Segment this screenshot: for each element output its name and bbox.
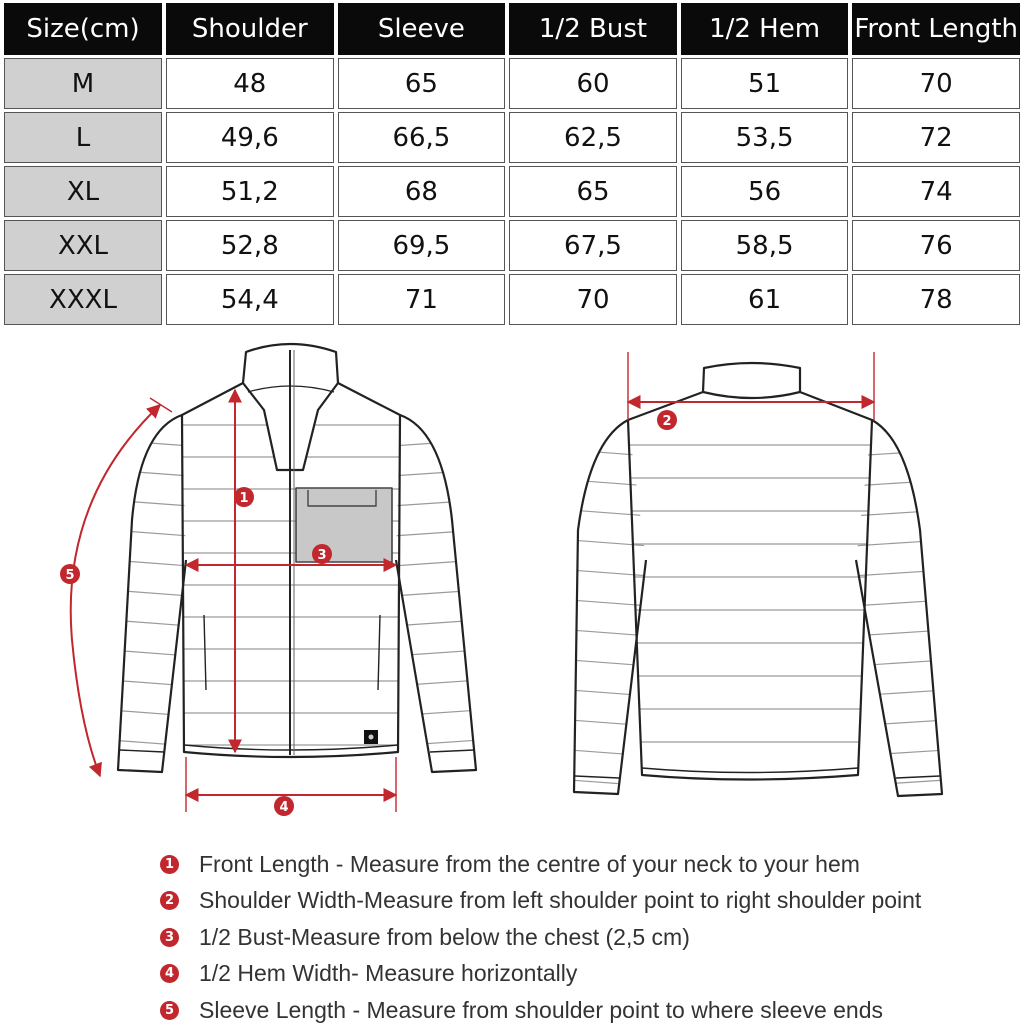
legend-number: 1 [160, 855, 179, 874]
table-cell: 76 [852, 220, 1020, 271]
table-cell: 62,5 [509, 112, 677, 163]
table-cell: 66,5 [338, 112, 506, 163]
quilt-line [392, 560, 480, 566]
front-jacket [110, 344, 480, 776]
quilt-line [570, 600, 650, 606]
table-cell: 70 [852, 58, 1020, 109]
measurement-legend [160, 846, 1000, 1029]
table-cell: 74 [852, 166, 1020, 217]
marker-1 [234, 487, 254, 507]
quilt-line [570, 540, 650, 546]
quilt-line [392, 470, 480, 476]
size-cell: M [4, 58, 162, 109]
table-cell: 61 [681, 274, 849, 325]
quilt-line [852, 630, 946, 636]
header-half-bust: 1/2 Bust [509, 3, 677, 55]
quilt-line [110, 560, 190, 566]
quilt-line [570, 750, 650, 756]
quilt-line [392, 440, 480, 446]
marker-5 [60, 564, 80, 584]
size-cell: XL [4, 166, 162, 217]
legend-item-shoulder-width [160, 883, 1000, 920]
legend-item-sleeve-length [160, 992, 1000, 1029]
table-cell: 51,2 [166, 166, 334, 217]
table-cell: 71 [338, 274, 506, 325]
marker-2 [657, 410, 677, 430]
quilt-line [392, 590, 480, 596]
quilt-line [110, 500, 190, 506]
header-size: Size(cm) [4, 3, 162, 55]
size-cell: XXL [4, 220, 162, 271]
legend-text: Shoulder Width-Measure from left shoulder point to right shoulder point [199, 887, 922, 914]
legend-text: Front Length - Measure from the centre of your neck to your hem [199, 850, 860, 877]
table-row [4, 166, 1020, 217]
legend-number: 5 [160, 1001, 179, 1020]
back-quilt-lines [570, 445, 946, 786]
table-cell: 67,5 [509, 220, 677, 271]
back-collar [703, 363, 800, 398]
svg-text:4: 4 [279, 800, 289, 815]
svg-text:5: 5 [65, 568, 75, 583]
table-cell: 68 [338, 166, 506, 217]
quilt-line [392, 650, 480, 656]
quilt-line [852, 750, 946, 756]
quilt-line [852, 690, 946, 696]
quilt-line [110, 470, 190, 476]
table-cell: 70 [509, 274, 677, 325]
svg-text:1: 1 [239, 491, 249, 506]
table-cell: 56 [681, 166, 849, 217]
table-cell: 51 [681, 58, 849, 109]
table-cell: 58,5 [681, 220, 849, 271]
table-cell: 54,4 [166, 274, 334, 325]
svg-text:3: 3 [317, 548, 327, 563]
quilt-line [110, 650, 190, 656]
table-header-row [4, 3, 1020, 55]
quilt-line [392, 500, 480, 506]
quilt-line [392, 710, 480, 716]
quilt-line [570, 450, 650, 456]
legend-number: 4 [160, 964, 179, 983]
quilt-line [392, 740, 480, 746]
legend-number: 3 [160, 928, 179, 947]
legend-text: 1/2 Hem Width- Measure horizontally [199, 960, 578, 987]
legend-text: Sleeve Length - Measure from shoulder point to where sleeve ends [199, 996, 884, 1023]
marker-3 [312, 544, 332, 564]
table-row [4, 220, 1020, 271]
table-row [4, 58, 1020, 109]
table-cell: 60 [509, 58, 677, 109]
table-cell: 49,6 [166, 112, 334, 163]
header-half-hem: 1/2 Hem [681, 3, 849, 55]
legend-item-half-bust [160, 919, 1000, 956]
quilt-line [570, 720, 650, 726]
table-cell: 48 [166, 58, 334, 109]
legend-number: 2 [160, 891, 179, 910]
quilt-line [570, 570, 650, 576]
quilt-line [110, 530, 190, 536]
quilt-line [852, 780, 946, 786]
back-jacket [570, 363, 946, 796]
quilt-line [392, 530, 480, 536]
legend-text: 1/2 Bust-Measure from below the chest (2,5 cm) [199, 923, 690, 950]
size-cell: XXXL [4, 274, 162, 325]
quilt-line [852, 720, 946, 726]
table-cell: 69,5 [338, 220, 506, 271]
table-cell: 72 [852, 112, 1020, 163]
quilt-line [110, 740, 190, 746]
svg-text:2: 2 [662, 414, 672, 429]
table-cell: 65 [338, 58, 506, 109]
table-cell: 78 [852, 274, 1020, 325]
chest-pocket [296, 488, 392, 562]
size-chart-table [0, 0, 1024, 328]
jacket-measurement-diagram [0, 330, 1024, 830]
quilt-line [392, 620, 480, 626]
header-sleeve: Sleeve [338, 3, 506, 55]
quilt-line [570, 480, 650, 486]
table-row [4, 274, 1020, 325]
header-front-length: Front Length [852, 3, 1020, 55]
header-shoulder: Shoulder [166, 3, 334, 55]
legend-item-front-length [160, 846, 1000, 883]
table-row [4, 112, 1020, 163]
back-body-outline [628, 392, 872, 780]
quilt-line [570, 780, 650, 786]
sleeve-length-arc [71, 405, 160, 776]
quilt-line [852, 600, 946, 606]
table-cell: 65 [509, 166, 677, 217]
legend-item-half-hem [160, 956, 1000, 993]
quilt-line [852, 480, 946, 486]
table-cell: 52,8 [166, 220, 334, 271]
quilt-line [110, 590, 190, 596]
table-cell: 53,5 [681, 112, 849, 163]
size-cell: L [4, 112, 162, 163]
marker-4 [274, 796, 294, 816]
